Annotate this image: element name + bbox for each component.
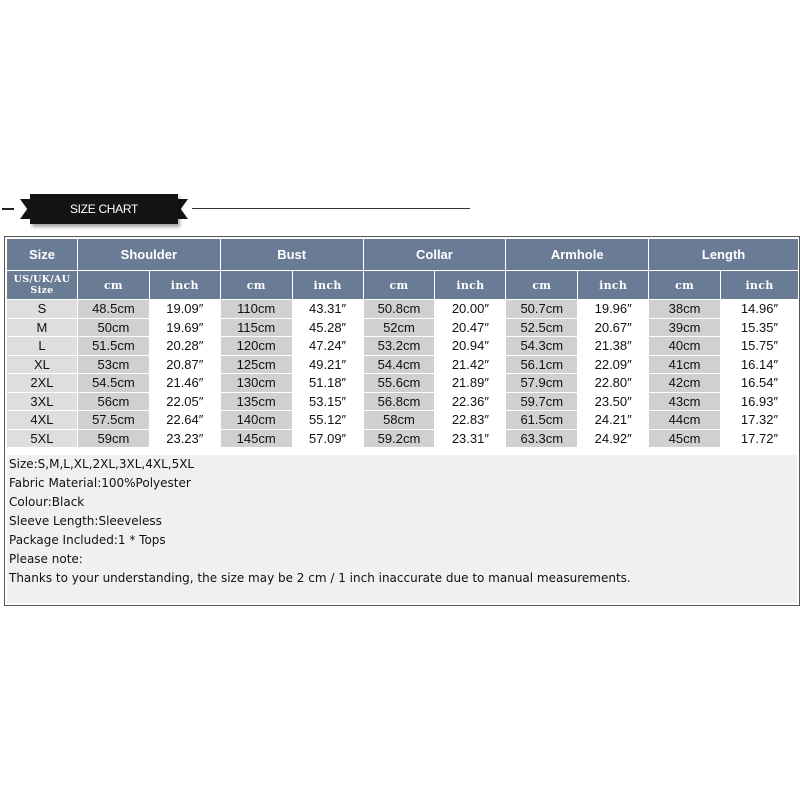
size-subheader — [7, 271, 78, 300]
inch-value-cell: 21.46″ — [149, 374, 220, 393]
cm-value-cell: 54.4cm — [363, 355, 435, 374]
cm-value-cell: 55.6cm — [363, 374, 435, 393]
inch-value-cell: 57.09″ — [292, 429, 363, 448]
cm-value-cell: 45cm — [649, 429, 721, 448]
inch-value-cell: 19.96″ — [578, 300, 649, 319]
col-group-bust: Bust — [220, 239, 363, 271]
unit-inch: inch — [721, 271, 799, 300]
note-line: Package Included:1 * Tops — [9, 533, 166, 547]
cm-value-cell: 145cm — [220, 429, 292, 448]
size-cell: 5XL — [7, 429, 78, 448]
cm-value-cell: 54.3cm — [506, 337, 578, 356]
unit-cm: cm — [220, 271, 292, 300]
inch-value-cell: 49.21″ — [292, 355, 363, 374]
cm-value-cell: 110cm — [220, 300, 292, 319]
size-chart-box — [4, 236, 800, 606]
inch-value-cell: 20.67″ — [578, 318, 649, 337]
size-cell: 2XL — [7, 374, 78, 393]
page-title: SIZE CHART — [69, 202, 139, 216]
inch-value-cell: 23.23″ — [149, 429, 220, 448]
cm-value-cell: 61.5cm — [506, 411, 578, 430]
note-line: Fabric Material:100%Polyester — [9, 476, 191, 490]
inch-value-cell: 43.31″ — [292, 300, 363, 319]
cm-value-cell: 48.5cm — [77, 300, 149, 319]
inch-value-cell: 20.94″ — [435, 337, 506, 356]
group-header-row — [7, 239, 799, 271]
unit-inch: inch — [578, 271, 649, 300]
size-subheader-line2: Size — [30, 285, 54, 296]
inch-value-cell: 16.54″ — [721, 374, 799, 393]
header-dash — [2, 208, 14, 210]
unit-inch: inch — [149, 271, 220, 300]
cm-value-cell: 59.2cm — [363, 429, 435, 448]
inch-value-cell: 45.28″ — [292, 318, 363, 337]
inch-value-cell: 22.64″ — [149, 411, 220, 430]
inch-value-cell: 17.72″ — [721, 429, 799, 448]
inch-value-cell: 20.00″ — [435, 300, 506, 319]
unit-inch: inch — [435, 271, 506, 300]
cm-value-cell: 57.9cm — [506, 374, 578, 393]
cm-value-cell: 125cm — [220, 355, 292, 374]
size-chart-header — [0, 188, 800, 228]
inch-value-cell: 21.42″ — [435, 355, 506, 374]
cm-value-cell: 50.8cm — [363, 300, 435, 319]
cm-value-cell: 56.8cm — [363, 392, 435, 411]
size-cell: 4XL — [7, 411, 78, 430]
note-line: Thanks to your understanding, the size may be 2 cm / 1 inch inaccurate due to manual measurements. — [9, 571, 631, 585]
col-group-length: Length — [649, 239, 799, 271]
note-line: Please note: — [9, 552, 83, 566]
inch-value-cell: 22.09″ — [578, 355, 649, 374]
cm-value-cell: 115cm — [220, 318, 292, 337]
size-table — [6, 238, 799, 448]
cm-value-cell: 57.5cm — [77, 411, 149, 430]
cm-value-cell: 53.2cm — [363, 337, 435, 356]
size-subheader-line1: US/UK/AU — [13, 274, 71, 285]
unit-cm: cm — [506, 271, 578, 300]
cm-value-cell: 44cm — [649, 411, 721, 430]
inch-value-cell: 22.83″ — [435, 411, 506, 430]
cm-value-cell: 40cm — [649, 337, 721, 356]
cm-value-cell: 50.7cm — [506, 300, 578, 319]
table-row — [7, 429, 799, 448]
cm-value-cell: 59cm — [77, 429, 149, 448]
size-cell: M — [7, 318, 78, 337]
table-row — [7, 411, 799, 430]
cm-value-cell: 56cm — [77, 392, 149, 411]
cm-value-cell: 43cm — [649, 392, 721, 411]
unit-cm: cm — [649, 271, 721, 300]
table-row — [7, 318, 799, 337]
size-cell: XL — [7, 355, 78, 374]
unit-cm: cm — [363, 271, 435, 300]
title-ribbon — [20, 194, 188, 224]
note-line: Size:S,M,L,XL,2XL,3XL,4XL,5XL — [9, 457, 195, 471]
inch-value-cell: 14.96″ — [721, 300, 799, 319]
inch-value-cell: 24.92″ — [578, 429, 649, 448]
cm-value-cell: 54.5cm — [77, 374, 149, 393]
header-rule — [192, 208, 470, 209]
inch-value-cell: 17.32″ — [721, 411, 799, 430]
table-row — [7, 300, 799, 319]
size-cell: S — [7, 300, 78, 319]
unit-inch: inch — [292, 271, 363, 300]
cm-value-cell: 120cm — [220, 337, 292, 356]
table-row — [7, 374, 799, 393]
cm-value-cell: 130cm — [220, 374, 292, 393]
cm-value-cell: 59.7cm — [506, 392, 578, 411]
inch-value-cell: 51.18″ — [292, 374, 363, 393]
cm-value-cell: 51.5cm — [77, 337, 149, 356]
col-group-collar: Collar — [363, 239, 506, 271]
col-group-armhole: Armhole — [506, 239, 649, 271]
cm-value-cell: 52.5cm — [506, 318, 578, 337]
inch-value-cell: 15.35″ — [721, 318, 799, 337]
product-notes — [7, 455, 797, 603]
size-cell: 3XL — [7, 392, 78, 411]
inch-value-cell: 23.50″ — [578, 392, 649, 411]
cm-value-cell: 52cm — [363, 318, 435, 337]
inch-value-cell: 15.75″ — [721, 337, 799, 356]
cm-value-cell: 56.1cm — [506, 355, 578, 374]
inch-value-cell: 20.28″ — [149, 337, 220, 356]
cm-value-cell: 39cm — [649, 318, 721, 337]
inch-value-cell: 22.05″ — [149, 392, 220, 411]
inch-value-cell: 21.89″ — [435, 374, 506, 393]
inch-value-cell: 55.12″ — [292, 411, 363, 430]
inch-value-cell: 23.31″ — [435, 429, 506, 448]
size-cell: L — [7, 337, 78, 356]
inch-value-cell: 19.09″ — [149, 300, 220, 319]
inch-value-cell: 47.24″ — [292, 337, 363, 356]
col-group-size: Size — [7, 239, 78, 271]
table-row — [7, 392, 799, 411]
unit-header-row — [7, 271, 799, 300]
cm-value-cell: 50cm — [77, 318, 149, 337]
inch-value-cell: 20.47″ — [435, 318, 506, 337]
col-group-shoulder: Shoulder — [77, 239, 220, 271]
cm-value-cell: 135cm — [220, 392, 292, 411]
unit-cm: cm — [77, 271, 149, 300]
table-row — [7, 337, 799, 356]
inch-value-cell: 22.36″ — [435, 392, 506, 411]
cm-value-cell: 63.3cm — [506, 429, 578, 448]
cm-value-cell: 38cm — [649, 300, 721, 319]
cm-value-cell: 42cm — [649, 374, 721, 393]
inch-value-cell: 21.38″ — [578, 337, 649, 356]
inch-value-cell: 20.87″ — [149, 355, 220, 374]
cm-value-cell: 58cm — [363, 411, 435, 430]
table-body — [7, 300, 799, 448]
cm-value-cell: 140cm — [220, 411, 292, 430]
note-line: Colour:Black — [9, 495, 85, 509]
inch-value-cell: 22.80″ — [578, 374, 649, 393]
cm-value-cell: 53cm — [77, 355, 149, 374]
inch-value-cell: 19.69″ — [149, 318, 220, 337]
inch-value-cell: 16.93″ — [721, 392, 799, 411]
inch-value-cell: 16.14″ — [721, 355, 799, 374]
table-row — [7, 355, 799, 374]
inch-value-cell: 24.21″ — [578, 411, 649, 430]
inch-value-cell: 53.15″ — [292, 392, 363, 411]
cm-value-cell: 41cm — [649, 355, 721, 374]
note-line: Sleeve Length:Sleeveless — [9, 514, 162, 528]
